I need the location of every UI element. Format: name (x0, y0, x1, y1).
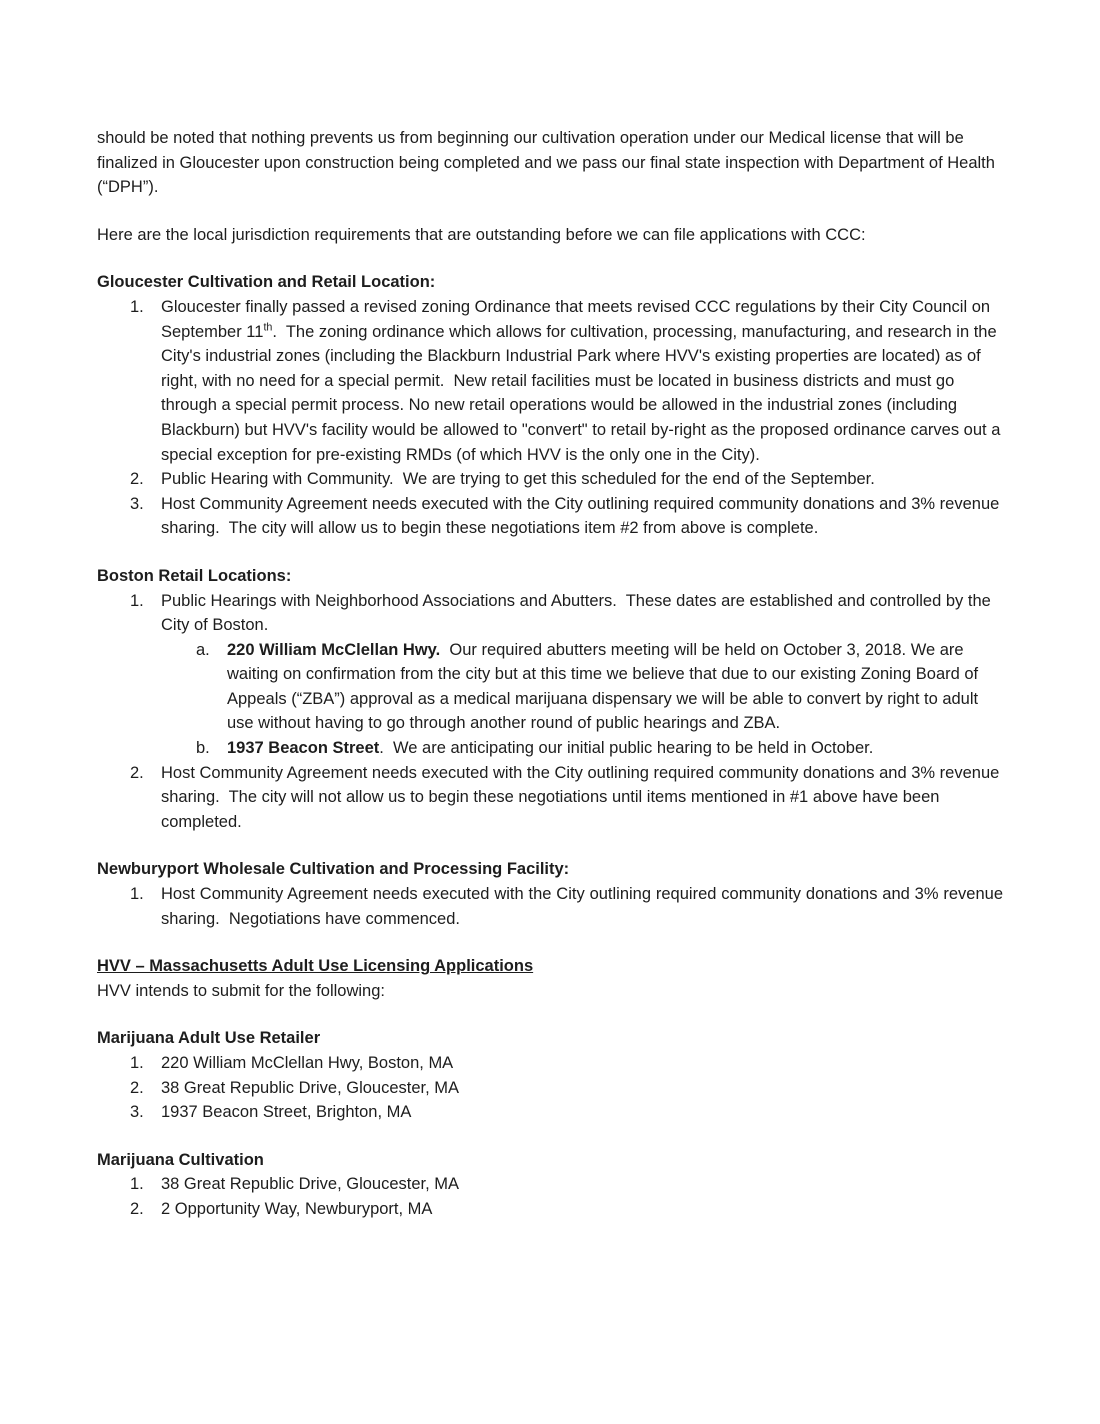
list-marker: 1. (130, 1175, 144, 1194)
sub-list-item (97, 638, 1003, 736)
address-lead-bold: 220 William McClellan Hwy. (227, 640, 441, 659)
section-heading-retailer: Marijuana Adult Use Retailer (97, 1029, 321, 1048)
section-heading-licensing-applications: HVV – Massachusetts Adult Use Licensing Applications (97, 957, 534, 976)
list-marker: a. (196, 640, 210, 659)
list-item-text: 38 Great Republic Drive, Gloucester, MA (161, 1078, 460, 1097)
list-item (97, 295, 1003, 467)
list-item-text: 220 William McClellan Hwy, Boston, MA (161, 1054, 454, 1072)
cultivation-list (97, 1172, 1003, 1221)
sub-list-item-text (227, 641, 983, 733)
sub-list-item (97, 736, 1003, 761)
section-heading-boston: Boston Retail Locations: (97, 566, 292, 585)
intro-paragraph-2: Here are the local jurisdiction requirements that are outstanding before we can file applications with CCC: (97, 225, 866, 244)
superscript-ordinal: th (263, 321, 273, 334)
section-heading-newburyport: Newburyport Wholesale Cultivation and Processing Facility: (97, 860, 570, 879)
list-marker: 1. (130, 591, 144, 610)
list-item (97, 492, 1003, 541)
list-item (97, 589, 1003, 638)
licensing-intro: HVV intends to submit for the following: (97, 981, 385, 1000)
list-item (97, 1172, 1003, 1197)
list-item-text: Public Hearing with Community. We are trying to get this scheduled for the end of the September. (161, 470, 875, 489)
sub-list-item-body: . We are anticipating our initial public hearing to be held in October. (379, 739, 874, 758)
list-item (97, 1197, 1003, 1222)
section-heading-gloucester: Gloucester Cultivation and Retail Location: (97, 273, 436, 292)
list-marker: 2. (130, 1078, 144, 1097)
list-marker: 2. (130, 470, 144, 489)
list-marker: b. (196, 739, 210, 758)
list-marker: 1. (130, 297, 144, 316)
address-lead-bold: 1937 Beacon Street (227, 739, 380, 758)
list-item (97, 1051, 1003, 1076)
list-item (97, 761, 1003, 835)
list-item-text-post: . The zoning ordinance which allows for cultivation, processing, manufacturing, and research in the City's industrial zones (including the Blackburn Industrial Park where HVV's existing properties are located) as of right, with no need for a special permit. New retail facilities must be located in business districts and must go through a special permit process. No new retail operations would be allowed in the industrial zones (including Blackburn) but HVV's facility would be allowed to "convert" to retail by-right as the proposed ordinance carves out a special exception for pre-existing RMDs (of which HVV is the only one in the City). (161, 322, 1005, 464)
list-item-text: Host Community Agreement needs executed with the City outlining required community donations and 3% revenue sharing. The city will allow us to begin these negotiations item #2 from above is complete. (161, 494, 1004, 538)
list-item-text: 1937 Beacon Street, Brighton, MA (161, 1103, 412, 1122)
list-marker: 2. (130, 763, 144, 782)
list-marker: 1. (130, 885, 144, 904)
list-item (97, 1076, 1003, 1101)
list-marker: 3. (130, 494, 144, 513)
list-item-text: Public Hearings with Neighborhood Associations and Abutters. These dates are established and controlled by the City of Boston. (161, 591, 996, 635)
list-item (97, 1100, 1003, 1125)
sub-list-item-text (227, 739, 873, 757)
gloucester-list (97, 295, 1003, 541)
list-item-text (161, 298, 1005, 464)
list-item-text-pre: Gloucester finally passed a revised zoning Ordinance that meets revised CCC regulations by their City Council on September 11 (161, 297, 995, 341)
section-heading-cultivation: Marijuana Cultivation (97, 1150, 264, 1169)
list-marker: 2. (130, 1199, 144, 1218)
list-item-text: 38 Great Republic Drive, Gloucester, MA (161, 1175, 460, 1194)
intro-paragraph-1: should be noted that nothing prevents us from beginning our cultivation operation under our Medical license that will be finalized in Gloucester upon construction being completed and we pass our final state inspection with Department of Health (“DPH”). (97, 129, 1000, 197)
retailer-list (97, 1051, 1003, 1125)
list-item (97, 882, 1008, 931)
boston-list (97, 589, 1003, 835)
list-item-text: Host Community Agreement needs executed with the City outlining required community donations and 3% revenue sharing. Negotiations have commenced. (161, 885, 1008, 928)
list-marker: 3. (130, 1103, 144, 1122)
list-item-text: Host Community Agreement needs executed with the City outlining required community donations and 3% revenue sharing. The city will not allow us to begin these negotiations until items mentioned in #1 above have been completed. (161, 763, 1004, 831)
newburyport-list (97, 882, 1008, 931)
list-item-text: 2 Opportunity Way, Newburyport, MA (161, 1199, 433, 1218)
sub-list-item-body: Our required abutters meeting will be held on October 3, 2018. We are waiting on confirmation from the city but at this time we believe that due to our existing Zoning Board of Appeals (“ZBA”) approval as a medical marijuana dispensary we will be able to convert by right to adult use without having to go through another round of public hearings and ZBA. (227, 640, 983, 733)
list-marker: 1. (130, 1054, 144, 1072)
list-item (97, 467, 1003, 492)
